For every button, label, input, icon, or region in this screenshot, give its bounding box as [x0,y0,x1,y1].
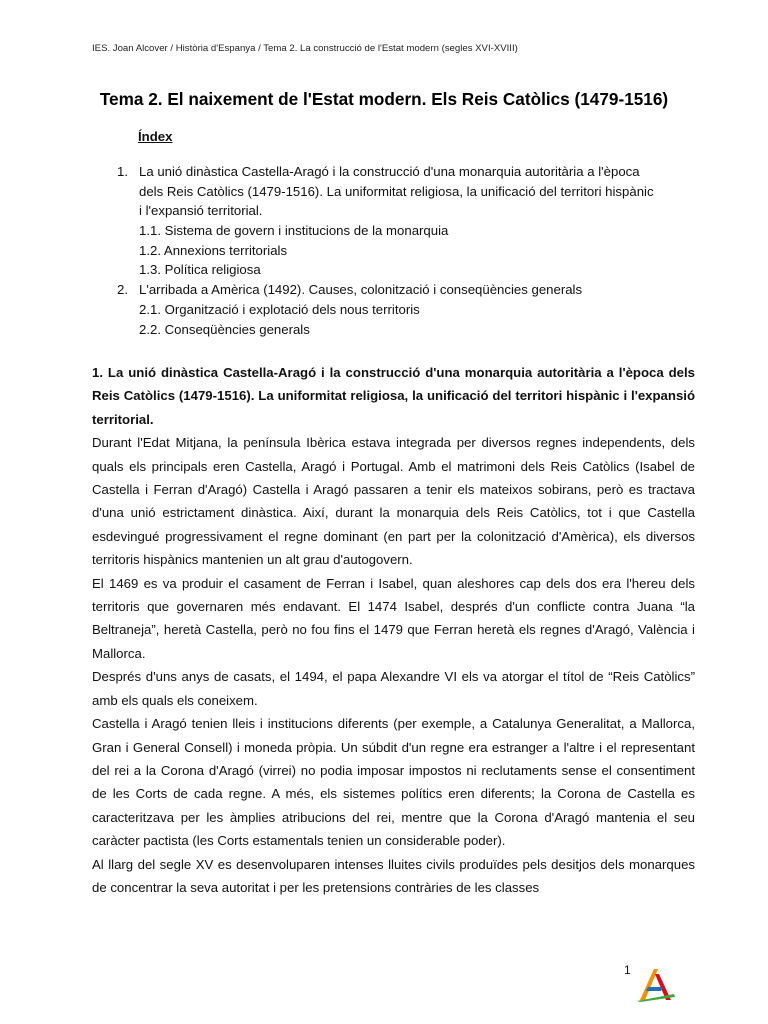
logo-blue-stroke [646,987,663,991]
toc-text: dels Reis Catòlics (1479-1516). La uniformitat religiosa, la unificació del territori hispànic [139,183,654,199]
toc-text: i l'expansió territorial. [139,203,263,219]
paragraph: Castella i Aragó tenien lleis i institucions diferents (per exemple, a Catalunya Generalitat, a Mallorca, Gran i General Consell) i moneda pròpia. Un súbdit d'un regne era estranger a l'altre i el representant del rei a la Corona d'Aragó (virrei) no podia imposar impostos ni reclutaments sense el consentiment de les Corts de cada regne. A més, els sistemes polítics eren diferents; la Corona de Castella es caracteritzava per les àmplies atribucions del rei, mentre que la Corona d'Aragó mantenia el seu caràcter pactista (les Corts estamentals tenien un considerable poder). [92,716,695,849]
toc-row [0,300,768,320]
paragraph: Durant l'Edat Mitjana, la península Ibèrica estava integrada per diversos regnes independents, dels quals els principals eren Castella, Aragó i Portugal. Amb el matrimoni dels Reis Catòlics (Isabel de Castella i Ferran d'Aragó) Castella i Aragó passaren a tenir els mateixos sobirans, però es tractava d'una unió estrictament dinàstica. Així, durant la monarquia dels Reis Catòlics, tot i que Castella esdevingué progressivament el regne dominant (en part per la colonització d'Amèrica), els diversos territoris hispànics mantenien un alt grau d'autogovern. [92,435,695,568]
toc-row [0,201,768,221]
toc-subitem: 2.2. Conseqüències generals [139,321,310,337]
toc-row [0,221,768,241]
running-header: IES. Joan Alcover / Història d'Espanya / Tema 2. La construcció de l'Estat modern (segles XVI-XVIII) [92,43,518,54]
toc-row [0,182,768,202]
paragraph: Després d'uns anys de casats, el 1494, el papa Alexandre VI els va atorgar el títol de “Reis Catòlics” amb els quals els coneixem. [92,669,695,708]
toc-text: L'arribada a Amèrica (1492). Causes, colonització i conseqüències generals [139,282,583,298]
logo-orange-stroke [640,969,658,1000]
toc-subitem: 1.3. Política religiosa [139,262,261,278]
toc-number: 2. [117,282,128,298]
body-text [92,361,695,899]
table-of-contents [0,162,768,339]
toc-subitem: 1.2. Annexions territorials [139,242,288,258]
toc-number: 1. [117,164,128,179]
paragraph: El 1469 es va produir el casament de Ferran i Isabel, quan aleshores cap dels dos era l'hereu dels territoris que governaren més endavant. El 1474 Isabel, després d'un conflicte contra Juana “la Beltraneja”, heretà Castella, però no fou fins el 1479 que Ferran heretà els regnes d'Aragó, València i Mallorca. [92,575,695,661]
toc-row [0,162,768,182]
index-heading: Índex [138,129,173,144]
toc-subitem: 2.1. Organització i explotació dels nous territoris [139,301,420,317]
toc-row [0,241,768,261]
page-number: 1 [624,963,631,977]
section-heading: 1. La unió dinàstica Castella-Aragó i la construcció d'una monarquia autoritària a l'època dels Reis Catòlics (1479-1516). La uniformitat religiosa, la unificació del territori hispànic i l'expansió territorial. [92,365,695,427]
toc-row [0,280,768,300]
paragraph: Al llarg del segle XV es desenvoluparen intenses lluites civils produïdes pels desitjos dels monarques de concentrar la seva autoritat i per les pretensions contràries de les classes [92,856,695,895]
school-logo-icon [634,968,676,1002]
toc-text: La unió dinàstica Castella-Aragó i la construcció d'una monarquia autoritària a l'època [139,164,640,179]
toc-row [0,320,768,340]
toc-subitem: 1.1. Sistema de govern i institucions de la monarquia [139,223,449,239]
document-title: Tema 2. El naixement de l'Estat modern. Els Reis Catòlics (1479-1516) [99,89,669,109]
toc-row [0,260,768,280]
